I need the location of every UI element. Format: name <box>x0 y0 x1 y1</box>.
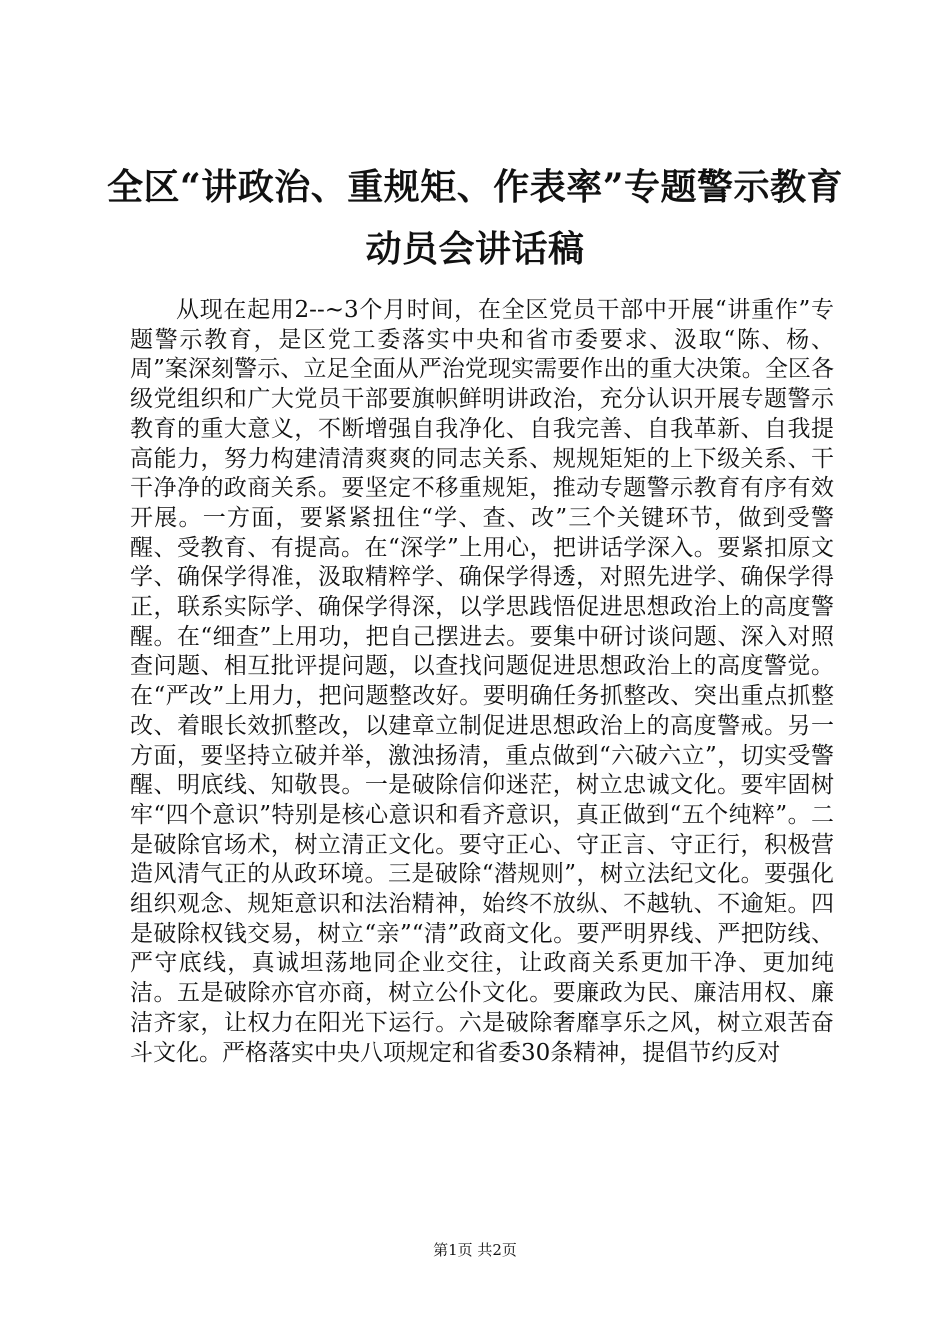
document-body-paragraph: 从现在起用2--~3个月时间，在全区党员干部中开展“讲重作”专题警示教育，是区党工委落实中央和省市委要求、汲取“陈、杨、周”案深刻警示、立足全面从严治党现实需要作出的重大决策。全区各级党组织和广大党员干部要旗帜鲜明讲政治，充分认识开展专题警示教育的重大意义，不断增强自我净化、自我完善、自我革新、自我提高能力，努力构建清清爽爽的同志关系、规规矩矩的上下级关系、干干净净的政商关系。要坚定不移重规矩，推动专题警示教育有序有效开展。一方面，要紧紧扭住“学、查、改”三个关键环节，做到受警醒、受教育、有提高。在“深学”上用心，把讲话学深入。要紧扣原文学、确保学得准，汲取精粹学、确保学得透，对照先进学、确保学得正，联系实际学、确保学得深，以学思践悟促进思想政治上的高度警醒。在“细查”上用功，把自己摆进去。要集中研讨谈问题、深入对照查问题、相互批评提问题，以查找问题促进思想政治上的高度警觉。在“严改”上用力，把问题整改好。要明确任务抓整改、突出重点抓整改、着眼长效抓整改，以建章立制促进思想政治上的高度警戒。另一方面，要坚持立破并举，激浊扬清，重点做到“六破六立”，切实受警醒、明底线、知敬畏。一是破除信仰迷茫，树立忠诚文化。要牢固树牢“四个意识”特别是核心意识和看齐意识，真正做到“五个纯粹”。二是破除官场术，树立清正文化。要守正心、守正言、守正行，积极营造风清气正的从政环境。三是破除“潜规则”，树立法纪文化。要强化组织观念、规矩意识和法治精神，始终不放纵、不越轨、不逾矩。四是破除权钱交易，树立“亲”“清”政商文化。要严明界线、严把防线、严守底线，真诚坦荡地同企业交往，让政商关系更加干净、更加纯洁。五是破除亦官亦商，树立公仆文化。要廉政为民、廉洁用权、廉洁齐家，让权力在阳光下运行。六是破除奢靡享乐之风，树立艰苦奋斗文化。严格落实中央八项规定和省委30条精神，提倡节约反对 <box>130 297 834 1066</box>
page-number-footer: 第1页 共2页 <box>433 1241 517 1259</box>
document-title: 全区“讲政治、重规矩、作表率”专题警示教育动员会讲话稿 <box>107 166 843 270</box>
